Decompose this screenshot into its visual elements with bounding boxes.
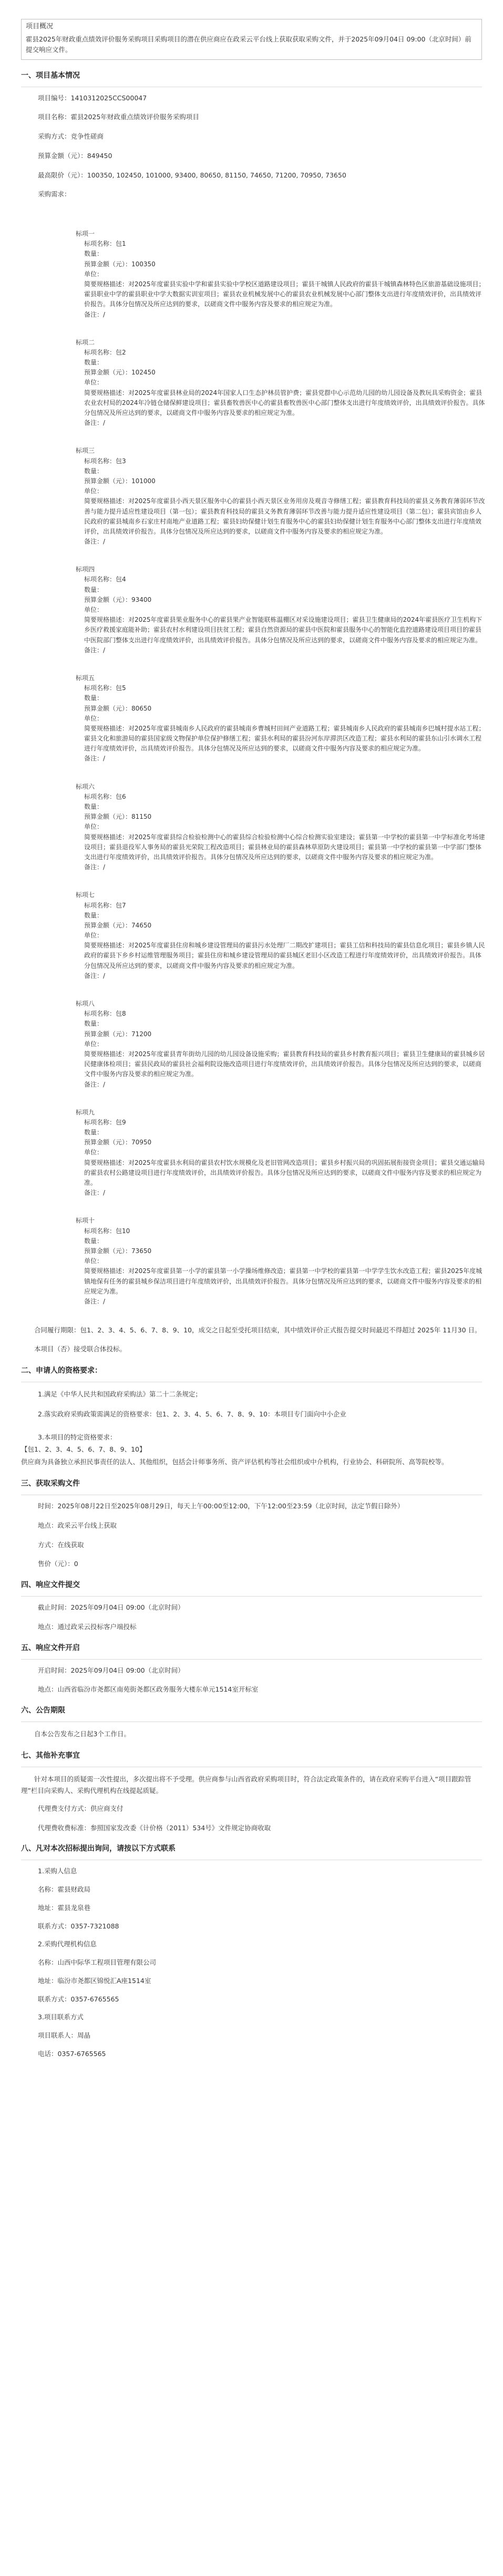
lot-qty: 数量：	[84, 694, 104, 702]
lot-item	[76, 999, 486, 1090]
lot-desc: 简要规格描述：对2025年度霍县果业服务中心的霍县果产业智能联栋温棚区对采设施建设项目；霍县卫生健康局的2024年霍县医疗卫生机构下乡医疗救援家庭能补助；霍县农村水利建设项目扶贫工程；霍县自然资源局的霍县中医院和霍县服务中心的智能化监控道路建设项目项目的霍县中医院部门整体支出进行年度绩效评价，出具绩效评价报告。具体分包情况及所应达到的要求，以磋商文件中服务内容及要求的相应规定为准。	[84, 616, 483, 644]
supplement-text: 针对本项目的质疑需一次性提出，多次提出将不予受理。供应商参与山西省政府采购项目时，符合法定政策条件的，请在政府采购平台进入“项目跟踪管理”栏目向采购人、采购代理机构在线提起质疑。	[21, 1775, 471, 1795]
max-price: 最高限价（元）：100350, 102450, 101000, 93400, 80650, 81150, 74650, 71200, 70950, 73650	[38, 171, 346, 179]
lot-note: 备注：/	[84, 863, 106, 871]
lot-name: 标项名称：包3	[84, 457, 126, 465]
lot-qty: 数量：	[84, 586, 104, 593]
agency-address: 地址：临汾市尧都区锦悦汇A座1514室	[38, 1976, 151, 1985]
agency-fee-standard: 代理费收费标准：参照国家发改委《计价格（2011）534号》文件规定协商收取	[38, 1823, 271, 1832]
overview-box	[21, 19, 482, 60]
project-name: 项目名称：霍县2025年财政重点绩效评价服务采购项目	[38, 113, 199, 121]
lot-name: 标项名称：包4	[84, 576, 126, 583]
lot-budget: 预算金额（元）：101000	[84, 477, 156, 485]
lot-qty: 数量：	[84, 1237, 104, 1245]
lot-note: 备注：/	[84, 972, 106, 979]
lot-label: 标项六	[76, 783, 95, 790]
obtain-price: 售价（元）：0	[38, 1560, 78, 1568]
section4-heading: 四、响应文件提交	[21, 1581, 80, 1590]
section6-heading: 六、公告期限	[21, 1706, 65, 1715]
section2-heading: 二、申请人的资格要求：	[21, 1366, 102, 1375]
agency-name: 名称：山西中际华工程项目管理有限公司	[38, 1958, 157, 1967]
overview-title: 项目概况	[26, 23, 54, 30]
lot-name: 标项名称：包6	[84, 792, 126, 800]
lot-qty: 数量：	[84, 467, 104, 475]
project-contact-phone: 电话：0357-6765565	[38, 2049, 106, 2058]
lot-unit: 单位：	[84, 379, 104, 387]
project-contact-person: 项目联系人：周晶	[38, 2031, 91, 2040]
submit-place: 地点：通过政采云投标客户端投标	[38, 1622, 137, 1631]
lot-budget: 预算金额（元）：102450	[84, 369, 156, 377]
lot-budget: 预算金额（元）：100350	[84, 260, 156, 268]
lot-item	[76, 338, 486, 429]
lot-name: 标项名称：包1	[84, 240, 126, 248]
section7-heading: 七、其他补充事宜	[21, 1751, 80, 1760]
contract-period: 合同履行期限：包1、2、3、4、5、6、7、8、9、10，成交之日起至受托项目结束，其中绩效评价正式报告提交时间最迟不得超过 2025年 11月30 日。	[34, 1326, 481, 1334]
lot-qty: 数量：	[84, 250, 104, 258]
obtain-way: 方式：在线获取	[38, 1540, 84, 1549]
lot-note: 备注：/	[84, 1189, 106, 1197]
lot-item	[76, 673, 486, 764]
lot-label: 标项三	[76, 447, 95, 455]
lot-label: 标项二	[76, 338, 95, 346]
lot-qty: 数量：	[84, 803, 104, 810]
project-number: 项目编号：1410312025CCS00047	[38, 93, 147, 102]
lot-qty: 数量：	[84, 359, 104, 367]
lot-item	[76, 229, 486, 320]
lot-label: 标项七	[76, 891, 95, 899]
lot-label: 标项五	[76, 674, 95, 682]
lot-note: 备注：/	[84, 538, 106, 546]
lot-budget: 预算金额（元）：71200	[84, 1030, 152, 1038]
lot-qty: 数量：	[84, 911, 104, 919]
lot-unit: 单位：	[84, 606, 104, 613]
lot-label: 标项一	[76, 230, 95, 237]
agency-fee-method: 代理费支付方式：供应商支付	[38, 1804, 124, 1812]
lot-unit: 单位：	[84, 823, 104, 831]
agency-phone: 联系方式：0357-6765565	[38, 1995, 119, 2003]
lot-name: 标项名称：包10	[84, 1227, 130, 1235]
lot-unit: 单位：	[84, 932, 104, 940]
purchaser-heading: 1.采购人信息	[38, 1867, 77, 1875]
submit-deadline: 截止时间：2025年09月04日 09:00（北京时间）	[38, 1603, 184, 1612]
lot-label: 标项四	[76, 566, 95, 573]
lot-list	[76, 229, 486, 1307]
procurement-needs-label: 采购需求：	[38, 190, 71, 199]
section3-heading: 三、获取采购文件	[21, 1479, 80, 1488]
lot-name: 标项名称：包9	[84, 1118, 126, 1126]
purchaser-name: 名称：霍县财政局	[38, 1885, 91, 1894]
lot-label: 标项十	[76, 1217, 95, 1225]
lot-budget: 预算金额（元）：70950	[84, 1139, 152, 1146]
qualification-item: 2.落实政府采购政策需满足的资格要求：包1、2、3、4、5、6、7、8、9、10：本项目专门面向中小企业	[38, 1410, 346, 1418]
lot-desc: 简要规格描述：对2025年度霍县住房和城乡建设管理局的霍县污水处理厂二期改扩建项目；霍县工信和科技局的霍县信息化项目；霍县乡镇人民政府的霍县下乡乡村运维管理服务项目；霍县住房和城乡建设管理局的霍县城区老旧小区改造工程进行年度绩效评价，出具绩效评价报告。具体分包情况及所应达到的要求，以磋商文件中服务内容及要求的相应规定为准。	[84, 942, 485, 969]
lot-unit: 单位：	[84, 714, 104, 722]
lot-note: 备注：/	[84, 1297, 106, 1305]
lot-desc: 简要规格描述：对2025年度霍县水利局的霍县农村饮水规模化及老旧管网改造项目；霍县乡村振兴局的巩固拓展衔接资金项目；霍县交通运输局的霍县农村公路建设项目进行年度绩效评价，出具绩效评价报告。具体分包情况及所应达到的要求，以磋商文件中服务内容及要求的相应规定为准。	[84, 1159, 485, 1186]
lot-budget: 预算金额（元）：74650	[84, 921, 152, 929]
lot-desc: 简要规格描述：对2025年度霍县青年街幼儿园的幼儿园设备设施采购；霍县教育科技局的霍县乡村教育振兴项目；霍县卫生健康局的霍县城乡居民健康体检项目；霍县民政局的霍县社会福利院设施改造项目进行年度绩效评价，出具绩效评价报告。具体分包情况及所应达到的要求，以磋商文件中服务内容及要求的相应规定为准。	[84, 1050, 485, 1078]
lot-item	[76, 565, 486, 655]
lot-desc: 简要规格描述：对2025年度霍县第一小学的霍县第一小学操场维修改造；霍县第一中学校的霍县第一中学学生饮水改造工程；霍县2025年度城镇地保有任务的霍县城乡保洁项目进行年度绩效评价，出具绩效评价报告。具体分包情况及所应达到的要求，以磋商文件中服务内容及要求的相应规定为准。	[84, 1267, 483, 1295]
lot-budget: 预算金额（元）：73650	[84, 1247, 152, 1255]
lot-unit: 单位：	[84, 270, 104, 278]
lot-qty: 数量：	[84, 1129, 104, 1136]
lot-desc: 简要规格描述：对2025年度霍县综合检验检测中心的霍县综合检验检测中心综合检测实验室建设；霍县第一中学校的霍县第一中学标准化考场建设项目；霍县退役军人事务局的霍县光荣院工程改造项目；霍县林业局的霍县森林草原防火建设项目；霍县第一中学校的霍县第一中学部门整体支出进行年度绩效评价，出具绩效评价报告。具体分包情况及所应达到的要求，以磋商文件中服务内容及要求的相应规定为准。	[84, 833, 485, 861]
qualification-lots: 【包1、2、3、4、5、6、7、8、9、10】	[21, 1445, 146, 1454]
lot-note: 备注：/	[84, 755, 106, 763]
open-place: 地点：山西省临汾市尧都区南苑街尧都区政务服务大楼东单元1514室开标室	[38, 1685, 259, 1694]
lot-qty: 数量：	[84, 1020, 104, 1028]
lot-note: 备注：/	[84, 310, 106, 318]
lot-unit: 单位：	[84, 1040, 104, 1048]
section-divider	[21, 1659, 482, 1660]
budget-amount: 预算金额（元）：849450	[38, 151, 112, 160]
lot-note: 备注：/	[84, 646, 106, 654]
section1-heading: 一、项目基本情况	[21, 71, 80, 80]
lot-unit: 单位：	[84, 1149, 104, 1156]
lot-budget: 预算金额（元）：93400	[84, 596, 152, 603]
lot-unit: 单位：	[84, 487, 104, 495]
lot-item	[76, 446, 486, 547]
lot-name: 标项名称：包8	[84, 1010, 126, 1018]
lot-unit: 单位：	[84, 1257, 104, 1265]
qualification-item: 3.本项目的特定资格要求：	[38, 1433, 117, 1441]
purchaser-phone: 联系方式：0357-7321088	[38, 1922, 119, 1930]
qualification-text: 供应商为具备独立承担民事责任的法人、其他组织，包括会计师事务所、资产评估机构等社会组织或中介机构，行业协会、科研院所、高等院校等。	[21, 1458, 448, 1466]
overview-text: 霍县2025年财政重点绩效评价服务采购项目采购项目的潜在供应商应在政采云平台线上获取获取采购文件，并于2025年09月04日 09:00（北京时间）前提交响应文件。	[26, 35, 471, 54]
joint-bid-note: 本项目（否）接受联合体投标。	[34, 1344, 127, 1353]
lot-label: 标项八	[76, 1000, 95, 1007]
section5-heading: 五、响应文件开启	[21, 1643, 80, 1652]
lot-name: 标项名称：包7	[84, 901, 126, 909]
agency-heading: 2.采购代理机构信息	[38, 1940, 97, 1948]
section8-heading: 八、凡对本次招标提出询问，请按以下方式联系	[21, 1844, 176, 1853]
lot-budget: 预算金额（元）：80650	[84, 704, 152, 712]
project-contact-heading: 3.项目联系方式	[38, 2013, 84, 2021]
lot-desc: 简要规格描述：对2025年度霍县实验中学和霍县实验中学校区道路建设项目；霍县干城镇人民政府的霍县干城镇森林特色区旅游基础设施项目；霍县职业中学的霍县职业中学大数据实训室项目；霍县农业机械发展中心的霍县农业机械发展中心部门整体支出进行年度绩效评价，出具绩效评价报告。具体分包情况及所应达到的要求，以磋商文件中服务内容及要求的相应规定为准。	[84, 280, 485, 308]
section-divider	[21, 1596, 482, 1597]
lot-desc: 简要规格描述：对2025年度霍县林业局的2024年国家人口生态护林员管护费；霍县党群中心示范幼儿园的幼儿园设备及教玩具采购资金；霍县农业农村局的2024年冷链仓储保鲜建设项目；霍县畜牧兽医中心的霍县畜牧兽医中心部门整体支出进行年度绩效评价，出具绩效评价报告。具体分包情况及所应达到的要求，以磋商文件中服务内容及要求的相应规定为准。	[84, 389, 485, 416]
lot-item	[76, 890, 486, 981]
procurement-method: 采购方式：竞争性磋商	[38, 132, 104, 140]
lot-budget: 预算金额（元）：81150	[84, 813, 152, 821]
lot-note: 备注：/	[84, 1080, 106, 1088]
lot-note: 备注：/	[84, 419, 106, 427]
obtain-time: 时间：2025年08月22日至2025年08月29日，每天上午00:00至12:00，下午12:00至23:59（北京时间，法定节假日除外）	[38, 1502, 404, 1510]
open-time: 开启时间：2025年09月04日 09:00（北京时间）	[38, 1666, 184, 1674]
announcement-page	[0, 19, 503, 2099]
notice-period: 自本公告发布之日起3个工作日。	[34, 1730, 130, 1738]
obtain-place: 地点：政采云平台线上获取	[38, 1521, 117, 1529]
lot-desc: 简要规格描述：对2025年度霍县城南乡人民政府的霍县城南乡曹城村田间产业道路工程；霍县城南乡人民政府的霍县城南乡巴城村提水站工程；霍县文化和旅游局的霍县国家级文物保护单位保护修缮工程；霍县水利局的霍县汾河东岸滞洪区改造工程；霍县水利局的霍县东山引水调水工程进行年度绩效评价，出具绩效评价报告。具体分包情况及所应达到的要求，以磋商文件中服务内容及要求的相应规定为准。	[84, 724, 485, 753]
lot-item	[76, 1216, 486, 1307]
lot-item	[76, 782, 486, 873]
lot-label: 标项九	[76, 1108, 95, 1116]
qualification-item: 1.满足《中华人民共和国政府采购法》第二十二条规定；	[38, 1390, 202, 1398]
lot-name: 标项名称：包5	[84, 684, 126, 692]
lot-item	[76, 1108, 486, 1198]
lot-name: 标项名称：包2	[84, 348, 126, 356]
lot-desc: 简要规格描述：对2025年度霍县小西天景区服务中心的霍县小西天景区业务用房及观音寺修缮工程；霍县教育科技局的霍县义务教育薄弱环节改善与能力提升适应性建设项目（第一包）；霍县教育科技局的霍县义务教育薄弱环节改善与能力提升适应性建设项目（第二包）；霍县宾馆由乡人民政府的霍县城南乡石家庄村南地产业道路工程；霍县妇幼保健计划生育服务中心的霍县妇幼保健计划生育服务中心部门整体支出进行年度绩效评价，出具绩效评价报告。具体分包情况及所应达到的要求，以磋商文件中服务内容及要求的相应规定为准。	[84, 497, 485, 535]
purchaser-address: 地址：霍县龙泉巷	[38, 1903, 91, 1912]
